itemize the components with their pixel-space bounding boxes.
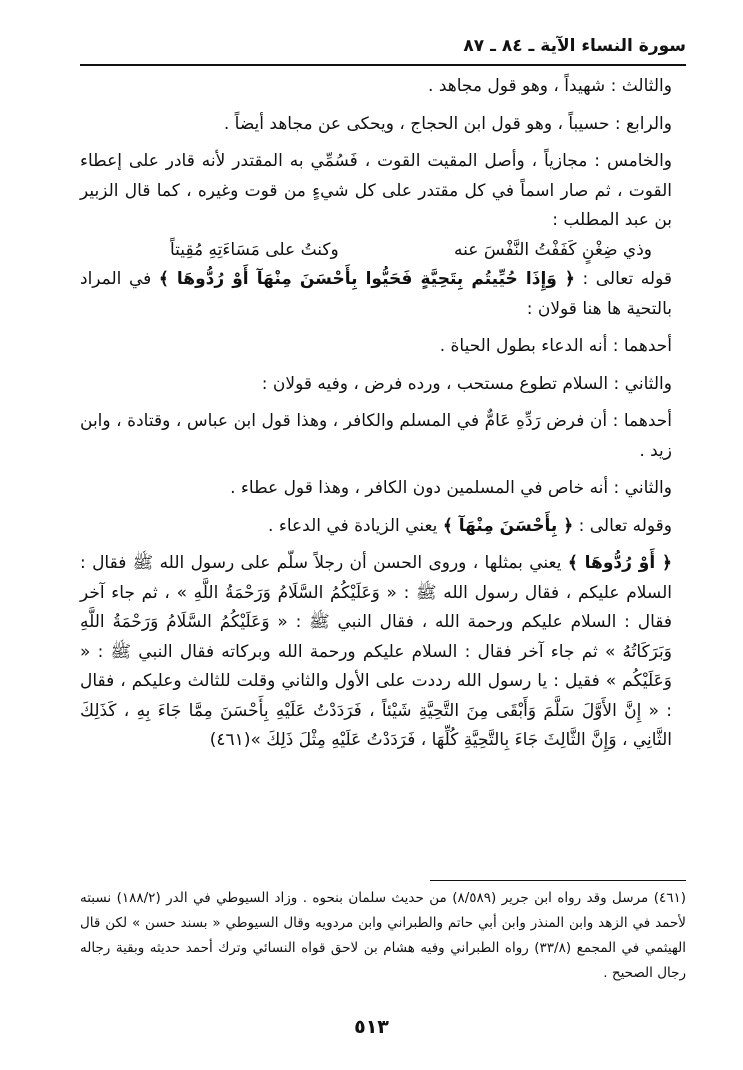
main-text <box>80 72 686 756</box>
header-rule <box>80 64 686 66</box>
page-number: ٥١٣ <box>354 1016 389 1038</box>
paragraph-muslims-only: والثاني : أنه خاص في المسلمين دون الكافر ، وهذا قول عطاء . <box>230 478 672 498</box>
paragraph-text: وقوله تعالى : <box>573 515 672 536</box>
paragraph-tahiyya-verse <box>80 265 686 324</box>
poem-verse <box>80 236 686 266</box>
running-header: سورة النساء الآية ـ ٨٤ ـ ٨٧ <box>463 36 686 56</box>
poem-first-hemistich: وذي ضِغْنٍ كَفَفْتُ النَّفْسَ عنه <box>454 239 652 260</box>
paragraph-second-view: والثاني : السلام تطوع مستحب ، ورده فرض ، وفيه قولان : <box>261 373 672 394</box>
paragraph-general-reply: أحدهما : أن فرض رَدِّهِ عَامٌّ في المسلم والكافر ، وهذا قول ابن عباس ، وقتادة ، وابن زيد . <box>80 411 672 461</box>
paragraph-text: يعني بمثلها ، وروى الحسن أن رجلاً سلّم على رسول الله ﷺ فقال : السلام عليكم ، فقال رسول الله ﷺ : « وَعَلَيْكُمُ السَّلَامُ وَرَحْمَةُ اللَّهِ » ، ثم جاء آخر فقال : السلام عليكم ورحمة الله ، فقال النبي ﷺ : « وَعَلَيْكُمُ السَّلَامُ وَرَحْمَةُ اللَّهِ وَبَرَكَاتُهُ » ثم جاء آخر فقال : السلام عليكم ورحمة الله وبركاته فقال النبي ﷺ : « وَعَلَيْكُم » فقيل : يا رسول الله رددت على الأول والثاني وقلت للثالث وعليكم ، فقال : « إِنَّ الأَوَّلَ سَلَّمَ وَأَبْقَى مِنَ التَّحِيَّةِ شَيْئاً ، فَرَدَدْتُ عَلَيْهِ بِأَحْسَنَ مِمَّا جَاءَ بِهِ ، كَذَلِكَ الثَّانِي ، وَإِنَّ الثَّالِثَ جَاءَ بِالتَّحِيَّةِ كُلِّهَا ، فَرَدَدْتُ عَلَيْهِ مِثْلَ ذَلِكَ »(٤٦١) <box>80 553 672 750</box>
paragraph-fourth-meaning: والرابع : حسيباً ، وهو قول ابن الحجاج ، ويحكى عن مجاهد أيضاً . <box>223 113 672 134</box>
paragraph-hadith <box>80 549 686 756</box>
footnote-461: (٤٦١) مرسل وقد رواه ابن جرير (٨/٥٨٩) من حديث سلمان بنحوه . وزاد السيوطي في الدر (١٨٨/٢) نسبته لأحمد في الزهد وابن المنذر وابن أبي حاتم والطبراني وابن مردويه وقال السيوطي « بسند حسن » لكن قال الهيثمي في المجمع (٣٣/٨) رواه الطبراني وفيه هشام بن لاحق قواه النسائي وترك أحمد حديثه وبقية رجاله رجال الصحيح . <box>80 890 687 981</box>
footnote-rule <box>430 880 686 881</box>
quran-verse: ﴿ أَوْ رُدُّوهَا ﴾ <box>567 553 672 573</box>
paragraph-third-meaning: والثالث : شهيداً ، وهو قول مجاهد . <box>428 76 672 96</box>
poem-second-hemistich: وكنتُ على مَسَاءَتِهِ مُقِيتاً <box>170 239 339 260</box>
quran-verse: ﴿ وَإِذَا حُيِّيتُم بِتَحِيَّةٍ فَحَيُّوا بِأَحْسَنَ مِنْهَآ أَوْ رُدُّوهَا ﴾ <box>158 269 575 289</box>
paragraph-fifth-meaning: والخامس : مجازياً ، وأصل المقيت القوت ، فَسُمِّي به المقتدر لأنه قادر على إعطاء القوت ، ثم صار اسماً في كل مقتدر على كل شيءٍ من قوت وغيره ، كما قال الزبير بن عبد المطلب : <box>80 151 672 230</box>
footnotes <box>80 886 686 986</box>
paragraph-text: يعني الزيادة في الدعاء . <box>268 515 443 536</box>
paragraph-text: في المراد بالتحية ها هنا قولان : <box>80 269 672 319</box>
paragraph-first-view: أحدهما : أنه الدعاء بطول الحياة . <box>439 336 672 356</box>
paragraph-better-greeting <box>80 512 686 542</box>
paragraph-text: قوله تعالى : <box>574 269 673 289</box>
quran-verse: ﴿ بِأَحْسَنَ مِنْهَآ ﴾ <box>442 515 574 536</box>
